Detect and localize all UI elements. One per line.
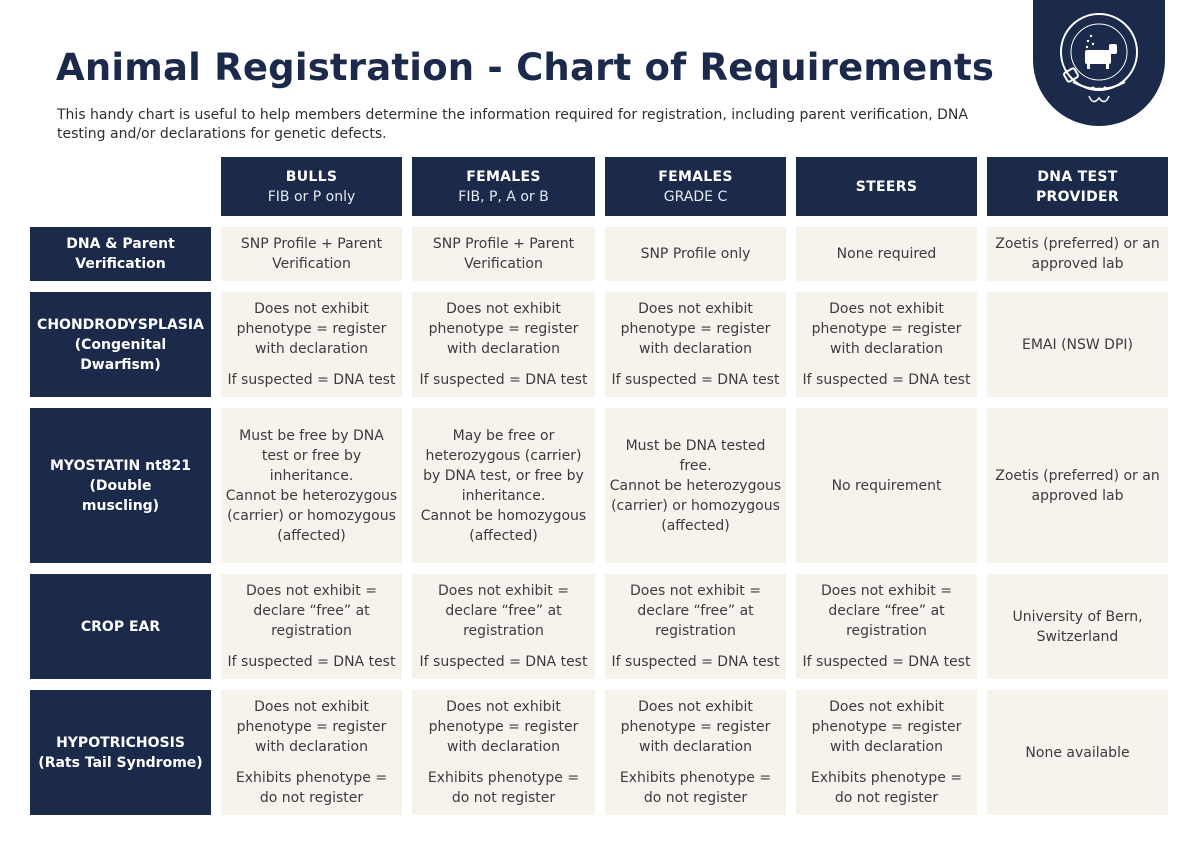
table-cell [412, 690, 595, 815]
cell-note: Cannot be heterozygous (carrier) or homozygous (affected) [225, 487, 398, 544]
column-subtitle: FIB, P, A or B [458, 188, 549, 205]
cell-text: Does not exhibit phenotype = register with declaration [428, 301, 579, 357]
cell-text: Does not exhibit phenotype = register with declaration [236, 699, 387, 755]
cell-note: If suspected = DNA test [227, 654, 396, 670]
column-header-females [412, 157, 595, 216]
row-label-hypotrichosis: HYPOTRICHOSIS (Rats Tail Syndrome) [30, 690, 211, 815]
table-cell [987, 690, 1168, 815]
row-label-chondrodysplasia: CHONDRODYSPLASIA (Congenital Dwarfism) [30, 292, 211, 397]
cell-text: Zoetis (preferred) or an approved lab [995, 467, 1160, 504]
row-label-dna-parent-verification: DNA & Parent Verification [30, 227, 211, 281]
cell-text: May be free or heterozygous (carrier) by DNA test, or free by inheritance. [423, 427, 584, 504]
cell-note: If suspected = DNA test [611, 372, 780, 388]
column-title: STEERS [855, 178, 918, 195]
cell-text: None available [1025, 744, 1130, 761]
cell-text: Does not exhibit phenotype = register with declaration [428, 699, 579, 755]
column-header-steers [796, 157, 977, 216]
table-cell [221, 690, 402, 815]
table-cell [987, 574, 1168, 679]
table-cell [987, 408, 1168, 563]
table-cell [412, 292, 595, 397]
column-header-females-grade-c [605, 157, 786, 216]
column-header-bulls [221, 157, 402, 216]
table-cell [796, 292, 977, 397]
cell-note: Exhibits phenotype = do not register [810, 770, 963, 806]
society-crest-logo [1033, 0, 1165, 126]
cell-note: If suspected = DNA test [802, 654, 971, 670]
table-cell [412, 408, 595, 563]
cell-text: No requirement [831, 477, 942, 494]
cell-note: Exhibits phenotype = do not register [427, 770, 580, 806]
cell-note: If suspected = DNA test [611, 654, 780, 670]
table-cell [412, 574, 595, 679]
table-cell [605, 408, 786, 563]
requirements-table [30, 157, 1168, 815]
cell-note: If suspected = DNA test [802, 372, 971, 388]
cell-text: Does not exhibit phenotype = register with declaration [811, 301, 962, 357]
table-cell [221, 227, 402, 281]
cell-text: Does not exhibit phenotype = register with declaration [236, 301, 387, 357]
table-cell [221, 408, 402, 563]
cell-text: Does not exhibit = declare “free” at registration [821, 583, 952, 639]
corner-blank [30, 157, 211, 216]
cell-note: Exhibits phenotype = do not register [235, 770, 388, 806]
cell-note: Exhibits phenotype = do not register [619, 770, 772, 806]
cell-text: SNP Profile only [640, 246, 751, 262]
column-subtitle: FIB or P only [267, 188, 356, 205]
cell-text: Does not exhibit = declare “free” at registration [246, 583, 377, 639]
table-cell [796, 408, 977, 563]
cell-text: None required [836, 246, 937, 262]
column-title: FEMALES [658, 168, 733, 185]
table-cell [796, 690, 977, 815]
cell-text: University of Bern, Switzerland [1012, 608, 1143, 645]
table-cell [987, 227, 1168, 281]
column-subtitle: GRADE C [663, 188, 728, 205]
table-cell [605, 292, 786, 397]
column-title: DNA TEST PROVIDER [1036, 168, 1119, 205]
cell-text: Does not exhibit = declare “free” at registration [438, 583, 569, 639]
table-cell [221, 574, 402, 679]
cell-text: Does not exhibit = declare “free” at registration [630, 583, 761, 639]
cell-text: EMAI (NSW DPI) [1021, 336, 1133, 353]
cell-text: SNP Profile + Parent Verification [432, 236, 575, 272]
cell-note: Cannot be homozygous (affected) [420, 507, 587, 544]
table-cell [605, 690, 786, 815]
table-cell [796, 227, 977, 281]
column-header-dna-test-provider [987, 157, 1168, 216]
cell-text: Does not exhibit phenotype = register with declaration [620, 301, 771, 357]
table-cell [987, 292, 1168, 397]
table-cell [221, 292, 402, 397]
row-label-myostatin: MYOSTATIN nt821 (Double muscling) [30, 408, 211, 563]
intro-text: This handy chart is useful to help members determine the information required for registration, including parent verification, DNA testing and/or declarations for genetic defects. [57, 107, 968, 142]
crest-emblem-icon [1033, 0, 1165, 126]
cell-note: If suspected = DNA test [227, 372, 396, 388]
table-cell [605, 227, 786, 281]
column-title: BULLS [285, 168, 338, 185]
cell-text: Must be free by DNA test or free by inheritance. [239, 427, 384, 484]
cell-text: SNP Profile + Parent Verification [240, 236, 383, 272]
cell-note: If suspected = DNA test [419, 372, 588, 388]
cell-text: Does not exhibit phenotype = register with declaration [620, 699, 771, 755]
cell-note: Cannot be heterozygous (carrier) or homozygous (affected) [609, 477, 782, 534]
cell-text: Does not exhibit phenotype = register with declaration [811, 699, 962, 755]
cell-note: If suspected = DNA test [419, 654, 588, 670]
page-title: Animal Registration - Chart of Requirements [56, 46, 995, 89]
row-label-crop-ear: CROP EAR [30, 574, 211, 679]
table-cell [412, 227, 595, 281]
cell-text: Must be DNA tested free. [625, 437, 766, 474]
column-title: FEMALES [466, 168, 541, 185]
table-cell [605, 574, 786, 679]
table-cell [796, 574, 977, 679]
cell-text: Zoetis (preferred) or an approved lab [995, 236, 1160, 272]
